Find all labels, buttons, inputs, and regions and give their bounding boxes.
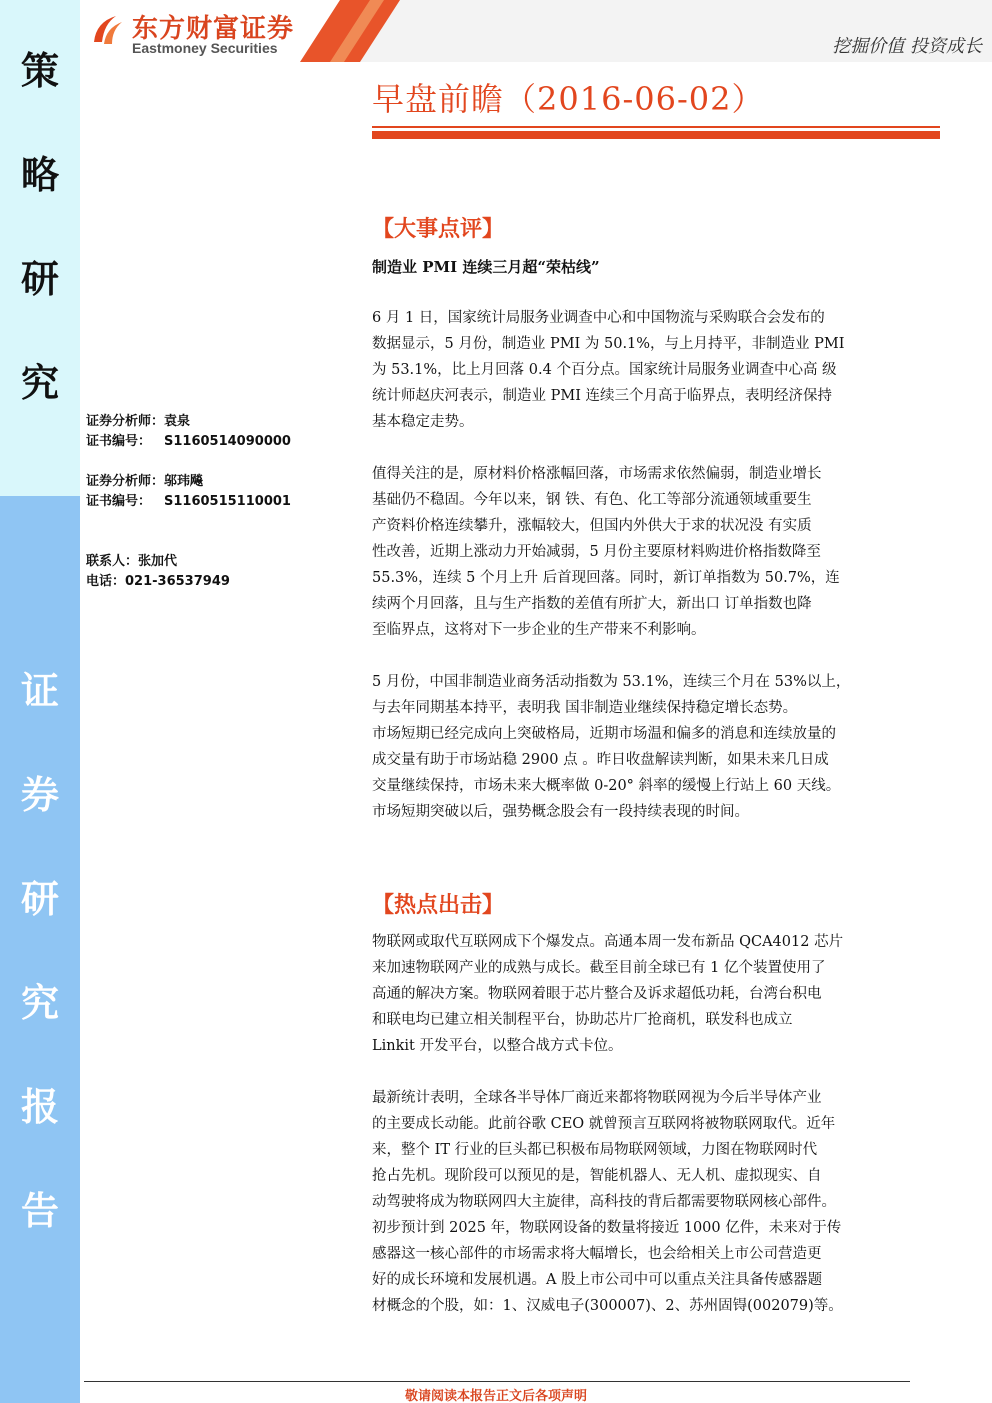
text-line: 基本稳定走势。 — [372, 414, 474, 430]
text-line: 高通的解决方案。物联网着眼于芯片整合及诉求超低功耗，台湾台积电 — [372, 986, 822, 1002]
title-divider — [372, 126, 940, 128]
cert-number: S1160515110001 — [164, 494, 291, 509]
strip-char: 告 — [20, 1188, 59, 1233]
cert-number: S1160514090000 — [164, 434, 291, 449]
cert-label: 证书编号： — [86, 434, 152, 449]
strip-char: 究 — [20, 980, 59, 1025]
strip-char: 券 — [20, 772, 59, 817]
strip-char: 策 — [20, 48, 59, 93]
strip-char: 研 — [20, 256, 59, 301]
strip-char: 证 — [20, 668, 59, 713]
article-title: 制造业 PMI 连续三月超“荣枯线” — [372, 258, 600, 276]
text-line: 动驾驶将成为物联网四大主旋律，高科技的背后都需要物联网核心部件。 — [372, 1194, 836, 1210]
text-line: 物联网或取代互联网成下个爆发点。高通本周一发布新品 QCA4012 芯片 — [372, 934, 844, 950]
analyst-label: 证券分析师： — [86, 414, 165, 429]
text-line: 抢占先机。现阶段可以预见的是，智能机器人、无人机、虚拟现实、自 — [372, 1168, 822, 1184]
logo-chinese-name: 东方财富证券 — [132, 14, 295, 44]
footer-disclaimer: 敬请阅读本报告正文后各项声明 — [404, 1389, 587, 1403]
contact-block — [86, 552, 230, 592]
text-line: 续两个月回落，且与生产指数的差值有所扩大，新出口 订单指数也降 — [372, 596, 812, 612]
contact-label: 联系人： — [86, 554, 139, 569]
text-line: 5 月份，中国非制造业商务活动指数为 53.1%，连续三个月在 53%以上， — [372, 674, 851, 690]
strip-char: 报 — [20, 1084, 59, 1129]
cert-label: 证书编号： — [86, 494, 152, 509]
analyst-name: 袁泉 — [164, 414, 191, 429]
text-line: 6 月 1 日，国家统计局服务业调查中心和中国物流与采购联合会发布的 — [372, 310, 825, 326]
text-line: 和联电均已建立相关制程平台，协助芯片厂抢商机，联发科也成立 — [372, 1012, 793, 1028]
analyst-label: 证券分析师： — [86, 474, 165, 489]
text-line: 的主要成长动能。此前谷歌 CEO 就曾预言互联网将被物联网取代。近年 — [372, 1116, 836, 1132]
phone-number: 021-36537949 — [125, 574, 230, 589]
text-line: 感器这一核心部件的市场需求将大幅增长，也会给相关上市公司营造更 — [372, 1246, 822, 1262]
text-line: 初步预计到 2025 年，物联网设备的数量将接近 1000 亿件，未来对于传 — [372, 1220, 842, 1236]
analyst-block — [86, 412, 291, 452]
paragraph — [372, 929, 918, 1059]
text-line: 来，整个 IT 行业的巨头都已积极布局物联网领域，力图在物联网时代 — [372, 1142, 818, 1158]
report-title: 早盘前瞻（2016-06-02） — [372, 80, 765, 118]
section-title-events: 【大事点评】 — [372, 216, 505, 242]
side-strip-bottom — [0, 496, 80, 1403]
phone-label: 电话： — [86, 574, 126, 589]
text-line: 成交量有助于市场站稳 2900 点 。昨日收盘解读判断，如果未来几日成 — [372, 752, 829, 768]
text-line: 市场短期已经完成向上突破格局，近期市场温和偏多的消息和连续放量的 — [372, 726, 836, 742]
paragraph — [372, 1085, 918, 1319]
analyst-block — [86, 472, 291, 512]
text-line: 市场短期突破以后，强势概念股会有一段持续表现的时间。 — [372, 804, 749, 820]
section-title-hotspots: 【热点出击】 — [372, 892, 505, 918]
text-line: Linkit 开发平台，以整合战方式卡位。 — [372, 1038, 623, 1054]
text-line: 来加速物联网产业的成熟与成长。截至目前全球已有 1 亿个装置使用了 — [372, 960, 826, 976]
text-line: 至临界点，这将对下一步企业的生产带来不利影响。 — [372, 622, 706, 638]
text-line: 与去年同期基本持平，表明我 国非制造业继续保持稳定增长态势。 — [372, 700, 798, 716]
paragraph — [372, 305, 918, 435]
text-line: 材概念的个股，如：1、汉威电子(300007)、2、苏州固锝(002079)等。 — [372, 1298, 843, 1314]
text-line: 最新统计表明，全球各半导体厂商近来都将物联网视为今后半导体产业 — [372, 1090, 822, 1106]
contact-name: 张加代 — [138, 554, 178, 569]
text-line: 数据显示，5 月份，制造业 PMI 为 50.1%，与上月持平，非制造业 PMI — [372, 336, 845, 352]
logo-english-name: Eastmoney Securities — [132, 40, 278, 56]
eastmoney-logo-icon — [90, 12, 126, 48]
footer-divider — [84, 1381, 910, 1382]
text-line: 性改善，近期上涨动力开始减弱，5 月份主要原材料购进价格指数降至 — [372, 544, 821, 560]
strip-char: 究 — [20, 360, 59, 405]
text-line: 为 53.1%，比上月回落 0.4 个百分点。国家统计局服务业调查中心高 级 — [372, 362, 837, 378]
strip-char: 研 — [20, 876, 59, 921]
text-line: 好的成长环境和发展机遇。A 股上市公司中可以重点关注具备传感器题 — [372, 1272, 823, 1288]
analyst-name: 邬玮飚 — [164, 474, 204, 489]
text-line: 基础仍不稳固。今年以来，钢 铁、有色、化工等部分流通领域重要生 — [372, 492, 812, 508]
text-line: 值得关注的是，原材料价格涨幅回落，市场需求依然偏弱，制造业增长 — [372, 466, 822, 482]
text-line: 统计师赵庆河表示，制造业 PMI 连续三个月高于临界点，表明经济保持 — [372, 388, 833, 404]
side-strip-top — [0, 0, 80, 496]
text-line: 交量继续保持，市场未来大概率做 0-20° 斜率的缓慢上行站上 60 天线。 — [372, 778, 841, 794]
paragraph — [372, 669, 918, 825]
text-line: 产资料价格连续攀升，涨幅较大，但国内外供大于求的状况没 有实质 — [372, 518, 812, 534]
title-divider — [372, 131, 940, 139]
slogan: 挖掘价值 投资成长 — [832, 36, 982, 57]
paragraph — [372, 461, 918, 643]
strip-char: 略 — [20, 152, 59, 197]
text-line: 55.3%，连续 5 个月上升 后首现回落。同时，新订单指数为 50.7%，连 — [372, 570, 840, 586]
